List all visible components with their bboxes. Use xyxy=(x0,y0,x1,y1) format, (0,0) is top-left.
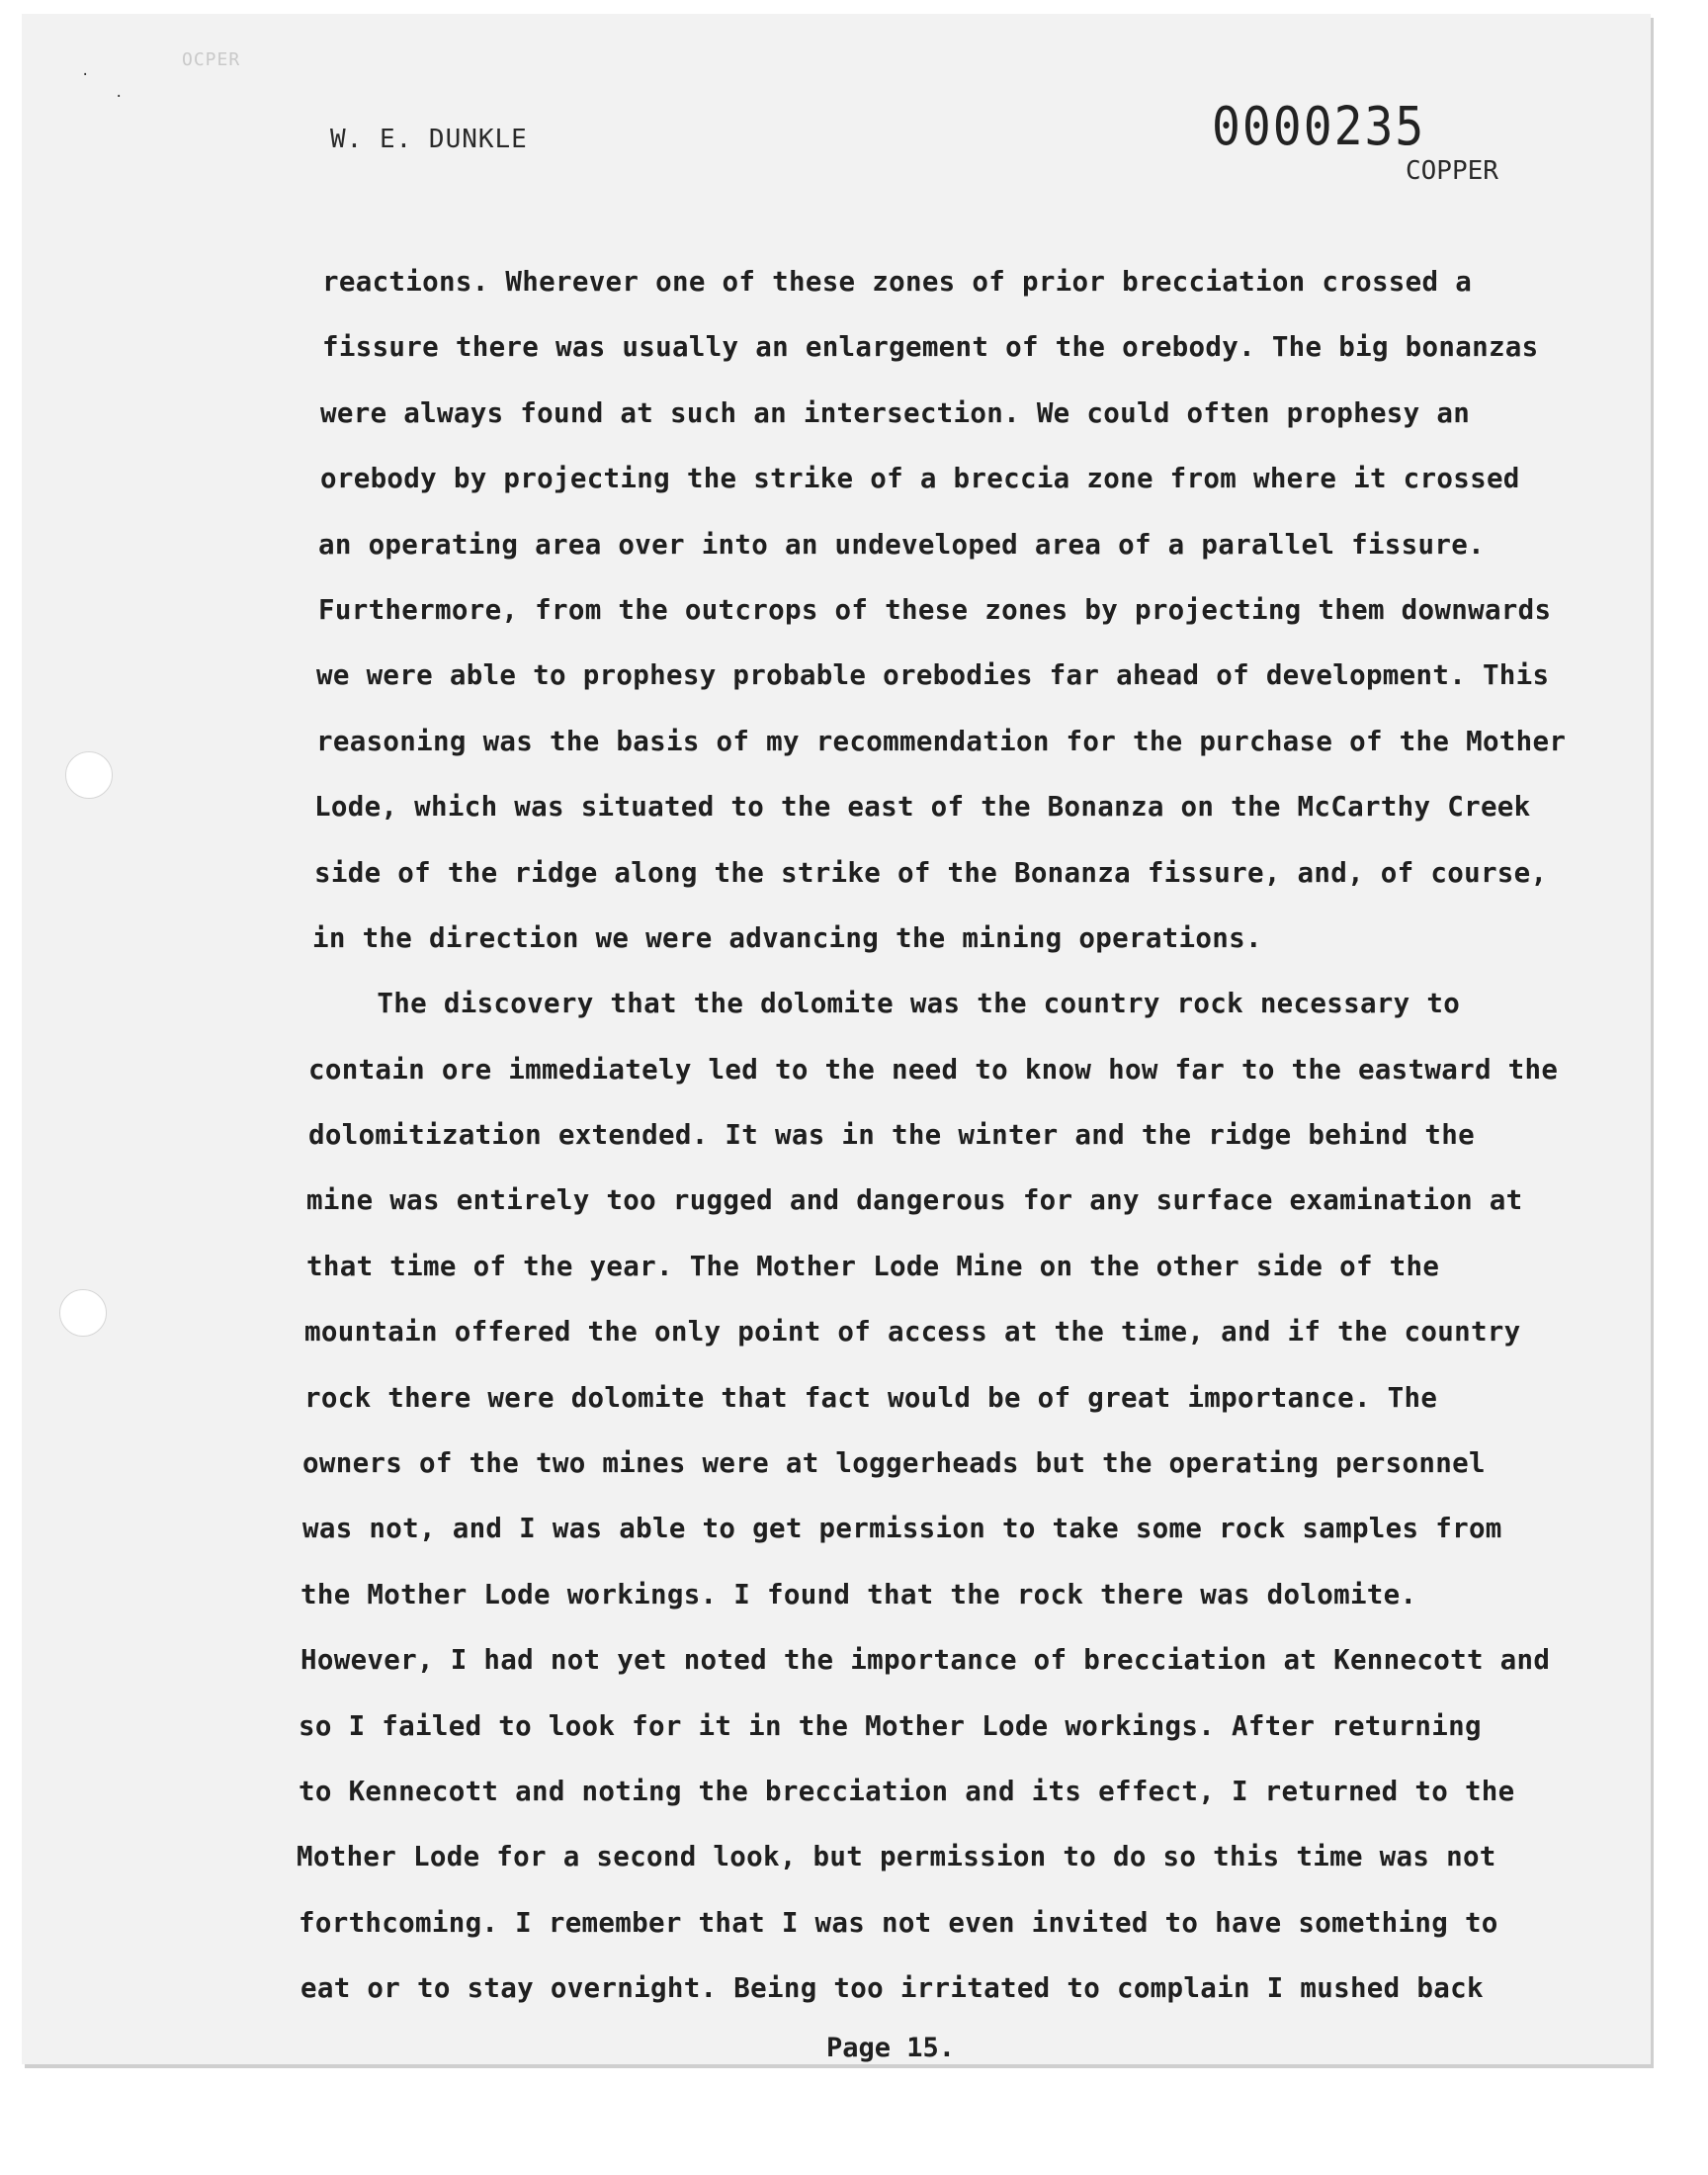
text-line: The discovery that the dolomite was the country rock necessary to xyxy=(310,988,1461,1020)
text-line: Furthermore, from the outcrops of these zones by projecting them downwards xyxy=(318,593,1552,626)
text-line: that time of the year. The Mother Lode Mine on the other side of the xyxy=(306,1250,1440,1282)
text-line: orebody by projecting the strike of a breccia zone from where it crossed xyxy=(320,463,1520,495)
text-line: dolomitization extended. It was in the winter and the ridge behind the xyxy=(308,1119,1475,1152)
text-line: an operating area over into an undeveloped area of a parallel fissure. xyxy=(318,528,1485,561)
text-line: rock there were dolomite that fact would be of great importance. The xyxy=(304,1381,1438,1414)
text-line: contain ore immediately led to the need to know how far to the eastward the xyxy=(308,1053,1559,1086)
speck: · xyxy=(115,89,124,105)
text-line: side of the ridge along the strike of the Bonanza fissure, and, of course, xyxy=(314,856,1548,889)
text-line: the Mother Lode workings. I found that the rock there was dolomite. xyxy=(300,1578,1417,1610)
author-name: W. E. DUNKLE xyxy=(330,125,528,154)
text-line: mine was entirely too rugged and dangerous for any surface examination at xyxy=(306,1184,1523,1217)
text-line: mountain offered the only point of access at the time, and if the country xyxy=(304,1316,1521,1348)
text-line: fissure there was usually an enlargement of the orebody. The big bonanzas xyxy=(322,331,1539,364)
text-line: forthcoming. I remember that I was not even invited to have something to xyxy=(299,1906,1498,1939)
text-line: owners of the two mines were at loggerheads but the operating personnel xyxy=(302,1447,1486,1480)
speck: · xyxy=(81,67,90,83)
text-line: to Kennecott and noting the brecciation and its effect, I returned to the xyxy=(299,1775,1515,1807)
body-text xyxy=(297,249,1585,2022)
text-line: so I failed to look for it in the Mother Lode workings. After returning xyxy=(299,1709,1482,1742)
page-number: Page 15. xyxy=(826,2033,956,2063)
text-line: However, I had not yet noted the importance of brecciation at Kennecott and xyxy=(300,1644,1551,1677)
text-line: in the direction we were advancing the mining operations. xyxy=(312,921,1262,954)
punch-hole xyxy=(59,1289,107,1337)
category-label: COPPER xyxy=(1406,156,1498,186)
text-line: Lode, which was situated to the east of the Bonanza on the McCarthy Creek xyxy=(314,791,1531,824)
document-page xyxy=(22,14,1651,2064)
punch-hole xyxy=(65,751,113,799)
faint-stamp: OCPER xyxy=(182,49,241,70)
text-line: Mother Lode for a second look, but permission to do so this time was not xyxy=(297,1841,1496,1873)
text-line: reasoning was the basis of my recommendation for the purchase of the Mother xyxy=(316,725,1567,757)
text-line: we were able to prophesy probable orebodies far ahead of development. This xyxy=(316,659,1550,692)
text-line: were always found at such an intersection. We could often prophesy an xyxy=(320,396,1471,429)
text-line: eat or to stay overnight. Being too irritated to complain I mushed back xyxy=(300,1972,1484,2005)
text-line: was not, and I was able to get permission to take some rock samples from xyxy=(302,1513,1502,1545)
document-number: 0000235 xyxy=(1212,95,1426,158)
text-line: reactions. Wherever one of these zones of prior brecciation crossed a xyxy=(322,266,1473,298)
